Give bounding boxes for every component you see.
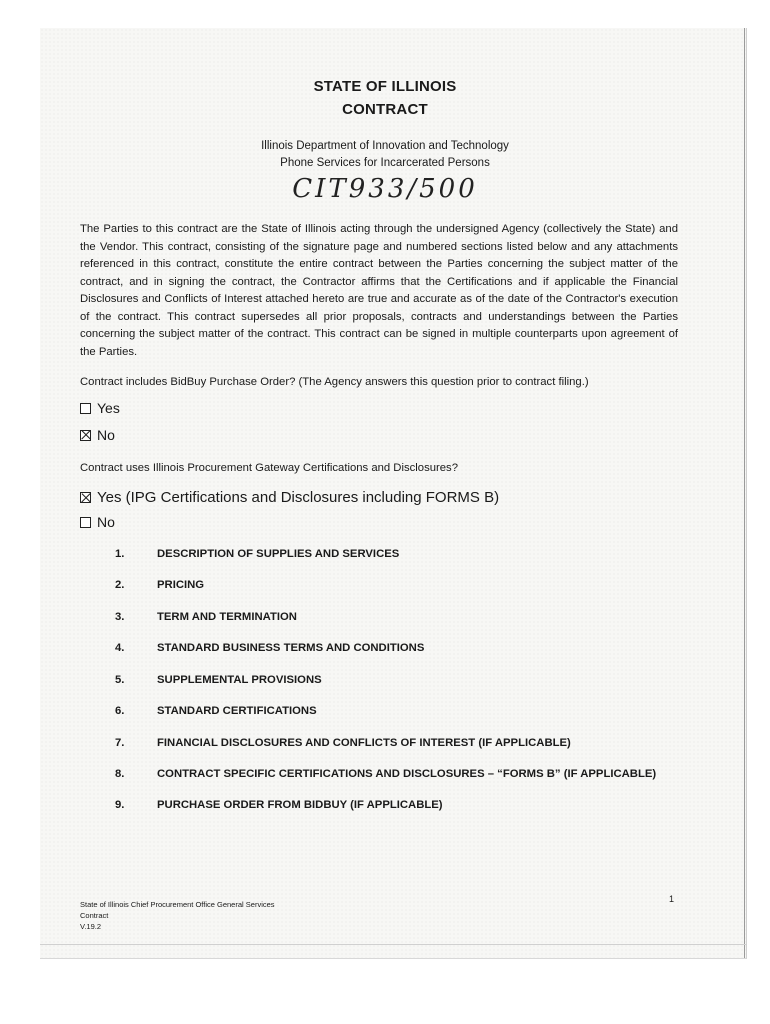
option-bidbuy-no[interactable]	[80, 427, 115, 443]
section-item	[115, 611, 675, 623]
footer-doc-type: Contract	[80, 911, 109, 920]
section-title: STANDARD CERTIFICATIONS	[157, 705, 317, 717]
section-title: STANDARD BUSINESS TERMS AND CONDITIONS	[157, 642, 425, 654]
contract-number-handwritten: CIT933/500	[292, 174, 478, 204]
question-ipg: Contract uses Illinois Procurement Gateway Certifications and Disclosures?	[80, 462, 458, 474]
option-label: Yes	[97, 400, 120, 416]
doc-subtitle: CONTRACT	[342, 101, 428, 118]
contract-subject: Phone Services for Incarcerated Persons	[280, 157, 490, 169]
section-title: FINANCIAL DISCLOSURES AND CONFLICTS OF INTEREST (IF APPLICABLE)	[157, 737, 571, 749]
section-title: DESCRIPTION OF SUPPLIES AND SERVICES	[157, 548, 400, 560]
section-item	[115, 799, 675, 811]
option-label: No	[97, 427, 115, 443]
footer-office: State of Illinois Chief Procurement Office General Services	[80, 900, 275, 909]
option-label: Yes (IPG Certifications and Disclosures including FORMS B)	[97, 489, 500, 506]
page-number: 1	[669, 894, 675, 904]
section-item	[115, 737, 675, 749]
option-label: No	[97, 514, 115, 530]
option-ipg-yes[interactable]	[80, 489, 499, 506]
section-number: 4.	[115, 642, 125, 654]
section-item	[115, 705, 675, 717]
intro-paragraph: The Parties to this contract are the State of Illinois acting through the undersigned Agency (collectively the State) and the Vendor. This contract, consisting of the signature page and numbered sections listed below and any attachments referenced in this contract, constitute the entire contract between the Parties concerning the subject matter of the contract, and in signing the contract, the Contractor affirms that the Certifications and if applicable the Financial Disclosures and Conflicts of Interest attached hereto are true and accurate as of the date of the Contractor's execution of the contract. This contract supersedes all prior proposals, contracts and understandings between the Parties concerning the subject matter of the contract. This contract can be signed in multiple counterparts upon agreement of the Parties.	[80, 223, 678, 358]
question-bidbuy: Contract includes BidBuy Purchase Order? (The Agency answers this question prior to contract filing.)	[80, 376, 589, 388]
section-title: CONTRACT SPECIFIC CERTIFICATIONS AND DISCLOSURES – “FORMS B” (IF APPLICABLE)	[157, 768, 657, 780]
section-number: 8.	[115, 768, 125, 780]
section-item	[115, 768, 675, 780]
scan-artifact-line	[40, 944, 746, 945]
doc-title: STATE OF ILLINOIS	[313, 78, 457, 95]
footer-version: V.19.2	[80, 922, 101, 931]
section-item	[115, 674, 675, 686]
section-item	[115, 579, 675, 591]
section-number: 3.	[115, 611, 125, 623]
section-number: 6.	[115, 705, 125, 717]
option-bidbuy-yes[interactable]	[80, 400, 120, 416]
section-number: 7.	[115, 737, 125, 749]
section-item	[115, 642, 675, 654]
section-title: SUPPLEMENTAL PROVISIONS	[157, 674, 322, 686]
agency-name: Illinois Department of Innovation and Technology	[261, 140, 509, 152]
section-item	[115, 548, 675, 560]
section-number: 5.	[115, 674, 125, 686]
section-title: TERM AND TERMINATION	[157, 611, 297, 623]
checkbox-unchecked[interactable]	[80, 517, 91, 528]
section-number: 9.	[115, 799, 125, 811]
section-title: PURCHASE ORDER FROM BIDBUY (IF APPLICABLE)	[157, 799, 443, 811]
section-number: 2.	[115, 579, 125, 591]
page-footer	[80, 899, 275, 932]
checkbox-checked[interactable]	[80, 492, 91, 503]
checkbox-checked[interactable]	[80, 430, 91, 441]
option-ipg-no[interactable]	[80, 514, 115, 530]
section-title: PRICING	[157, 579, 205, 591]
section-number: 1.	[115, 548, 125, 560]
checkbox-unchecked[interactable]	[80, 403, 91, 414]
